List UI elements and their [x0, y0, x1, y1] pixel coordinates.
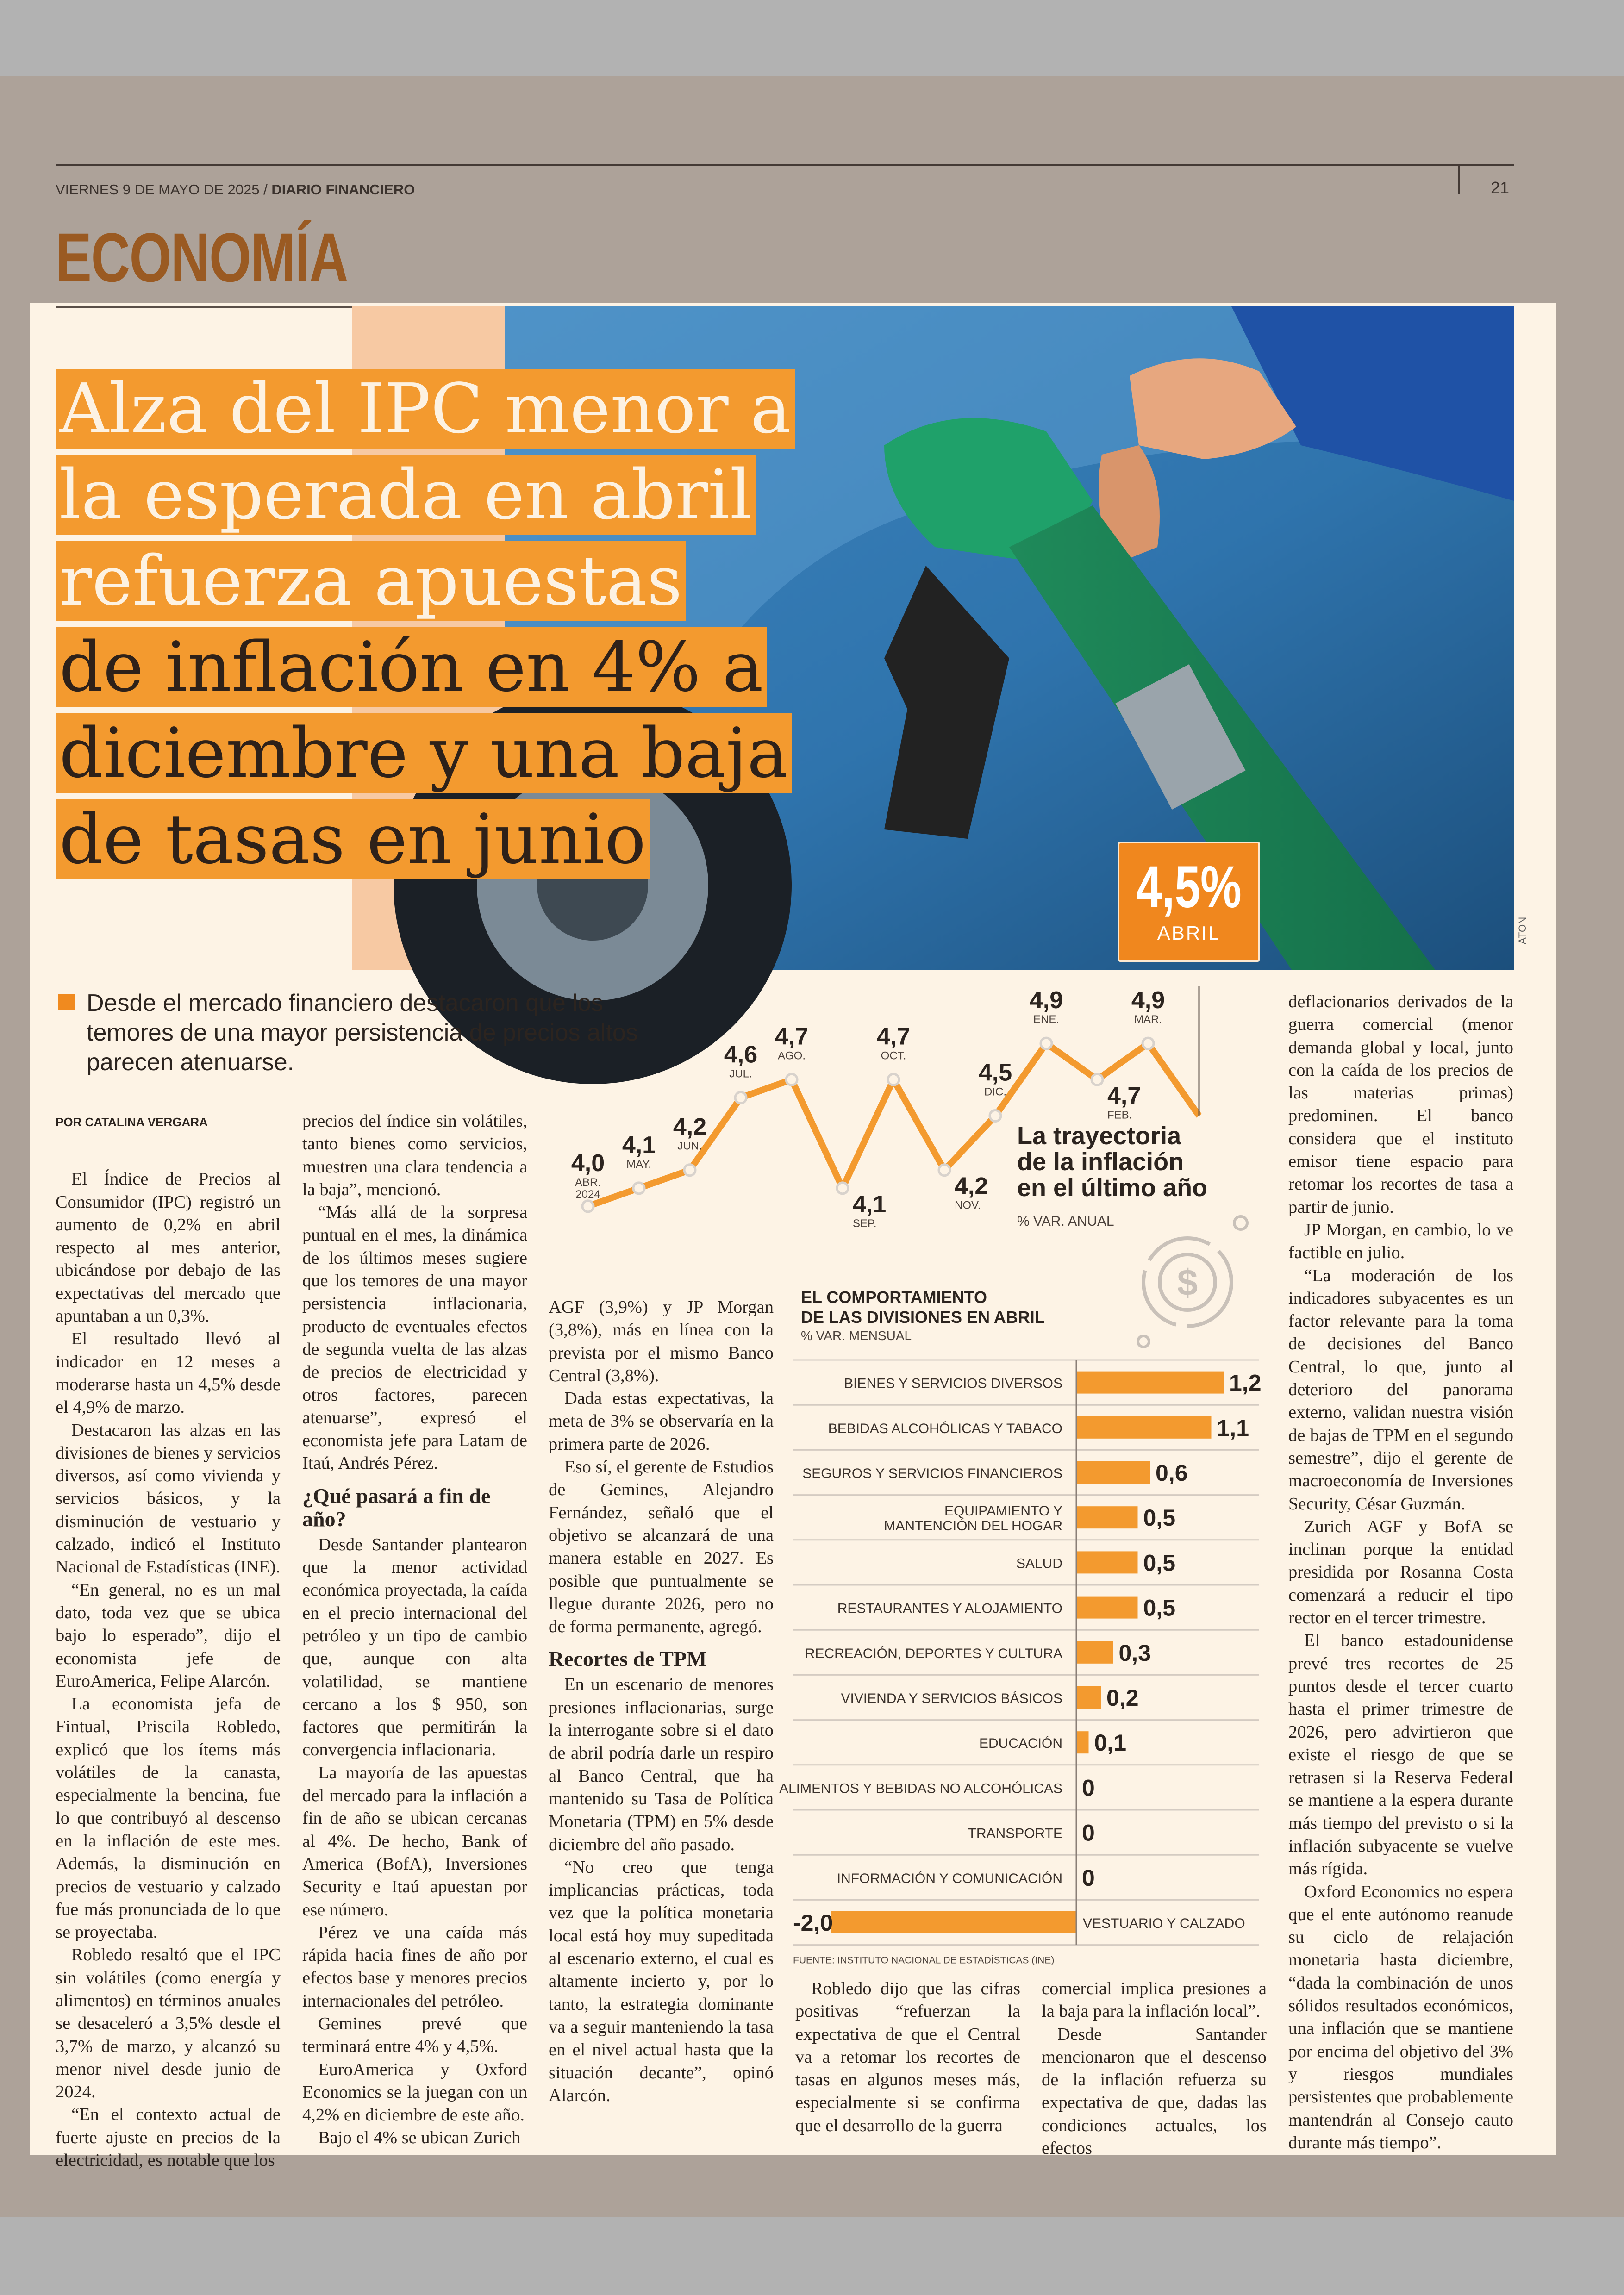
value-label: 4,7: [775, 1023, 809, 1050]
data-point: [1041, 1038, 1052, 1049]
category-label: BEBIDAS ALCOHÓLICAS Y TABACO: [828, 1421, 1062, 1436]
value-label: 0,6: [1156, 1460, 1188, 1486]
paragraph: Desde Santander plantearon que la menor actividad económica proyectada, la caída en el precio internacional del petróleo y un tipo de cambio que, aunque con alta volatilidad, se mantiene cercano a los $ 950, son factores que permitirán la convergencia inflacionaria.: [302, 1534, 527, 1760]
section-heading-fin-de-ano: ¿Qué pasará a fin de año?: [302, 1484, 491, 1531]
page-number: 21: [1491, 178, 1510, 197]
bar: [1076, 1461, 1150, 1484]
publication-name: DIARIO FINANCIERO: [271, 181, 415, 198]
section-rule: [56, 306, 352, 308]
value-label: 4,2: [673, 1113, 707, 1141]
value-label: 1,2: [1229, 1370, 1262, 1396]
category-label: VIVIENDA Y SERVICIOS BÁSICOS: [841, 1691, 1062, 1706]
value-label: 0: [1082, 1865, 1095, 1891]
article-column-5: [1042, 1977, 1267, 2160]
category-label: BIENES Y SERVICIOS DIVERSOS: [844, 1376, 1062, 1391]
data-point: [633, 1183, 644, 1194]
paragraph: “No creo que tenga implicancias prácticas, toda vez que la política monetaria local está hoy muy supeditada al escenario externo, el cual es altamente incierto y, por lo tanto, la estrategia dominante va a seguir manteniendo la tasa en el nivel actual hasta que la situación decante”, opinó Alarcón.: [549, 1857, 774, 2105]
paragraph: “La moderación de los indicadores subyacentes es un factor relevante para la toma de decisiones del Banco Central, lo que, junto al deterioro del panorama externo, validan nuestra visión de bajas de TPM en el segundo semestre”, dijo el gerente de macroeconomía de Inversiones Security, César Guzmán.: [1288, 1266, 1513, 1514]
article-column-2: [302, 1110, 527, 2150]
data-point: [786, 1074, 797, 1085]
data-point: [1143, 1038, 1154, 1049]
bar: [1076, 1506, 1138, 1528]
article-column-4: [795, 1977, 1020, 2137]
divisions-bar-chart: [779, 1287, 1262, 1972]
paragraph: Oxford Economics no espera que el ente autónomo reanude su ciclo de relajación monetaria hasta diciembre, “dada la combinación de unos sólidos resultados económicos, una inflación que se mantiene por encima del objetivo del 3% y riesgos mundiales persistentes que probablemente mantendrán al Consejo cauto durante más tiempo”.: [1288, 1882, 1513, 2152]
bar-chart-title-line: DE LAS DIVISIONES EN ABRIL: [801, 1308, 1045, 1327]
paragraph: Destacaron las alzas en las divisiones de bienes y servicios diversos, así como vivienda y servicios básicos, y la disminución de vestuario y calzado, indicó el Instituto Nacional de Estadísticas (INE).: [56, 1420, 281, 1577]
paragraph: Eso sí, el gerente de Estudios de Gemines, Alejandro Fernández, señaló que el objetivo se alcanzará de una manera estable en 2027. Es posible que puntualmente se llegue durante 2026, pero no de forma permanente, agregó.: [549, 1457, 774, 1637]
header-date: [56, 181, 415, 198]
viewer-bottom-bar: [0, 2217, 1624, 2295]
section-heading-recortes-tpm: Recortes de TPM: [549, 1647, 707, 1671]
category-label: SALUD: [1016, 1556, 1062, 1572]
headline-line-6: de tasas en junio: [56, 796, 795, 882]
bar: [1076, 1686, 1101, 1709]
tick-label: DIC.: [984, 1085, 1006, 1098]
photo-credit: ATON: [1517, 917, 1528, 944]
article-column-3: [549, 1296, 774, 2107]
paragraph: En un escenario de menores presiones inflacionarias, surge la interrogante sobre si el dato de abril podría darle un respiro al Banco Central, que ha mantenido su Tasa de Política Monetaria (TPM) en 5% desde diciembre del año pasado.: [549, 1675, 774, 1854]
category-label: VESTUARIO Y CALZADO: [1083, 1916, 1245, 1931]
paragraph: deflacionarios derivados de la guerra comercial (menor demanda global y local, junto con la caída de los precios de las materias primas) predominen. El banco considera que el instituto emisor tiene espacio para retomar los recortes de tasa a partir de junio.: [1288, 992, 1513, 1217]
value-label: 0: [1082, 1820, 1095, 1846]
category-label: SEGUROS Y SERVICIOS FINANCIEROS: [802, 1466, 1062, 1481]
tick-label: JUN.: [677, 1140, 702, 1153]
chart-title-line: de la inflación: [1017, 1148, 1184, 1176]
data-point: [888, 1074, 899, 1085]
viewer-top-bar: [0, 0, 1624, 76]
category-label: RESTAURANTES Y ALOJAMIENTO: [837, 1601, 1062, 1616]
paragraph: JP Morgan, en cambio, lo ve factible en julio.: [1288, 1220, 1513, 1263]
category-label-line: EQUIPAMIENTO Y: [944, 1503, 1062, 1519]
headline-line-1: Alza del IPC menor a: [56, 366, 795, 452]
tick-label: FEB.: [1107, 1109, 1132, 1122]
chart-subtitle: % VAR. ANUAL: [1017, 1214, 1114, 1229]
value-label: 0,5: [1143, 1505, 1176, 1531]
tick-label: AGO.: [777, 1049, 806, 1062]
value-label: 1,1: [1217, 1415, 1249, 1441]
header-rule: [56, 164, 1514, 166]
inflation-stat-box: [1118, 842, 1260, 962]
svg-text:$: $: [1177, 1262, 1198, 1303]
paragraph: El resultado llevó al indicador en 12 meses a moderarse hasta un 4,5% desde el 4,9% de marzo.: [56, 1329, 281, 1417]
paragraph: comercial implica presiones a la baja para la inflación local”.: [1042, 1979, 1267, 2021]
paragraph: EuroAmerica y Oxford Economics se la juegan con un 4,2% en diciembre de este año.: [302, 2059, 527, 2125]
value-label: 4,2: [955, 1172, 988, 1200]
bar: [1076, 1641, 1113, 1664]
data-point: [990, 1110, 1001, 1121]
value-label: 0,2: [1106, 1685, 1139, 1711]
bar: [1076, 1372, 1224, 1394]
headline-line-5: diciembre y una baja: [56, 710, 795, 796]
paragraph: precios del índice sin volátiles, tanto bienes como servicios, muestren una clara tendencia a la baja”, mencionó.: [302, 1111, 527, 1199]
bar: [1076, 1551, 1138, 1573]
bar: [1076, 1731, 1089, 1753]
data-point: [684, 1165, 695, 1176]
data-point: [735, 1092, 746, 1103]
paragraph: Robledo dijo que las cifras positivas “refuerzan la expectativa de que el Central va a retomar los recortes de tasas en algunos meses más, especialmente si se confirma que el desarrollo de la guerra: [795, 1979, 1020, 2135]
tick-label: ABR.: [575, 1176, 601, 1189]
value-label: 4,9: [1029, 987, 1063, 1014]
value-label: 4,1: [853, 1191, 887, 1218]
category-label: EDUCACIÓN: [979, 1736, 1062, 1752]
value-label: -2,0: [793, 1910, 833, 1936]
bar: [1076, 1597, 1138, 1619]
value-label: 4,7: [1107, 1082, 1141, 1110]
paragraph: Robledo resaltó que el IPC sin volátiles (como energía y alimentos) en términos anuales se desaceleró a 3,5% desde el 3,7% de marzo, y alcanzó su menor nivel desde junio de 2024.: [56, 1945, 281, 2102]
data-point: [1092, 1074, 1103, 1085]
headline-line-4: de inflación en 4% a: [56, 624, 795, 710]
chart-title-line: La trayectoria: [1017, 1122, 1181, 1150]
data-point: [939, 1165, 950, 1176]
stat-label: ABRIL: [1157, 922, 1221, 944]
value-label: 4,0: [571, 1149, 605, 1177]
paragraph: Pérez ve una caída más rápida hacia fines de año por efectos base y menores precios internacionales del petróleo.: [302, 1922, 527, 2011]
subhead-bullet-square: [58, 994, 75, 1010]
tick-sublabel: 2024: [575, 1188, 600, 1201]
issue-date: VIERNES 9 DE MAYO DE 2025 /: [56, 181, 272, 198]
chart-title-line: en el último año: [1017, 1174, 1208, 1202]
subhead-text: Desde el mercado financiero destacaron que los temores de una mayor persistencia de precios altos parecen atenuarse.: [87, 990, 638, 1076]
paragraph: El banco estadounidense prevé tres recortes de 25 puntos desde el tercer cuarto hasta el primer trimestre de 2026, pero advirtieron que existe el riesgo de que se retrasen si la Reserva Federal se mantiene a la espera durante más tiempo del previsto o si la inflación subyacente se vuelve más rígida.: [1288, 1631, 1513, 1879]
tick-label: ENE.: [1033, 1013, 1060, 1026]
tick-label: MAR.: [1134, 1013, 1162, 1026]
paragraph: Bajo el 4% se ubican Zurich: [318, 2128, 521, 2148]
value-label: 0,3: [1118, 1640, 1151, 1666]
category-label: TRANSPORTE: [968, 1826, 1062, 1841]
article-column-1: [56, 1111, 281, 2172]
tick-label: JUL.: [729, 1067, 752, 1080]
stat-value: 4,5%: [1136, 854, 1242, 920]
paragraph: La economista jefa de Fintual, Priscila Robledo, explicó que los ítems más volátiles de la canasta, especialmente la bencina, fue lo que contribuyó al descenso en la inflación de este mes. Además, la disminución en precios de vestuario y calzado fue más pronunciada de lo que se proyectaba.: [56, 1694, 281, 1942]
paragraph: “En el contexto actual de fuerte ajuste en precios de la electricidad, es notable que los: [56, 2105, 281, 2170]
data-point: [582, 1201, 593, 1212]
headline: [56, 366, 795, 882]
paragraph: AGF (3,9%) y JP Morgan (3,8%), más en línea con la prevista por el mismo Banco Central (3,8%).: [549, 1297, 774, 1385]
chart-source: FUENTE: INSTITUTO NACIONAL DE ESTADÍSTICAS (INE): [793, 1955, 1055, 1966]
headline-line-2: la esperada en abril: [56, 452, 795, 538]
byline: POR CATALINA VERGARA: [56, 1115, 208, 1129]
tick-label: OCT.: [881, 1049, 906, 1062]
paragraph: “En general, no es un mal dato, toda vez que se ubica bajo lo esperado”, dijo el economista jefe de EuroAmerica, Felipe Alarcón.: [56, 1580, 281, 1691]
value-label: 4,7: [876, 1023, 911, 1050]
paragraph: Dada estas expectativas, la meta de 3% se observaría en la primera parte de 2026.: [549, 1389, 774, 1454]
bar-chart-subtitle: % VAR. MENSUAL: [801, 1328, 912, 1343]
header-divider: [1458, 164, 1460, 194]
paragraph: Desde Santander mencionaron que el descenso de la inflación refuerza su expectativa de que, dadas las condiciones actuales, los efectos: [1042, 2024, 1267, 2158]
value-label: 0,5: [1143, 1550, 1176, 1576]
headline-line-3: refuerza apuestas: [56, 538, 795, 624]
data-point: [837, 1183, 848, 1194]
bar: [1076, 1416, 1212, 1439]
value-label: 4,6: [724, 1041, 758, 1068]
value-label: 4,1: [622, 1131, 656, 1159]
value-label: 4,5: [978, 1059, 1012, 1086]
paragraph: Zurich AGF y BofA se inclinan porque la entidad presidida por Rosanna Costa comenzará a reducir el tipo rector en el tercer trimestre.: [1288, 1516, 1513, 1628]
value-label: 4,9: [1131, 987, 1165, 1014]
category-label: RECREACIÓN, DEPORTES Y CULTURA: [805, 1646, 1062, 1661]
tick-label: MAY.: [626, 1158, 651, 1171]
paragraph: El Índice de Precios al Consumidor (IPC) registró un aumento de 0,2% en abril respecto al mes anterior, ubicándose por debajo de las expectativas del mercado que apuntaban a un 0,3%.: [56, 1169, 281, 1326]
value-label: 0: [1082, 1775, 1095, 1801]
tick-label: NOV.: [955, 1199, 981, 1212]
article-column-6: [1288, 991, 1513, 2154]
category-label: ALIMENTOS Y BEBIDAS NO ALCOHÓLICAS: [779, 1781, 1062, 1796]
paragraph: Gemines prevé que terminará entre 4% y 4,5%.: [302, 2014, 527, 2057]
bar: [831, 1911, 1076, 1933]
value-label: 0,5: [1143, 1595, 1176, 1621]
section-title: ECONOMÍA: [56, 218, 348, 296]
category-label-line: MANTENCIÓN DEL HOGAR: [884, 1518, 1062, 1534]
category-label: INFORMACIÓN Y COMUNICACIÓN: [837, 1871, 1062, 1886]
paragraph: La mayoría de las apuestas del mercado para la inflación a fin de año se ubican cercanas al 4%. De hecho, Bank of America (BofA), Inversiones Security e Itaú apuestan por ese número.: [302, 1763, 527, 1920]
paragraph: “Más allá de la sorpresa puntual en el mes, la dinámica de los últimos meses sugiere que los temores de una mayor persistencia inflacionaria, producto de eventuales efectos de segunda vuelta de las alzas de precios de electricidad y otros factores, parecen atenuarse”, expresó el economista jefe para Latam de Itaú, Andrés Pérez.: [302, 1203, 527, 1473]
value-label: 0,1: [1094, 1730, 1127, 1756]
bar-chart-title-line: EL COMPORTAMIENTO: [801, 1288, 987, 1307]
tick-label: SEP.: [853, 1217, 877, 1230]
